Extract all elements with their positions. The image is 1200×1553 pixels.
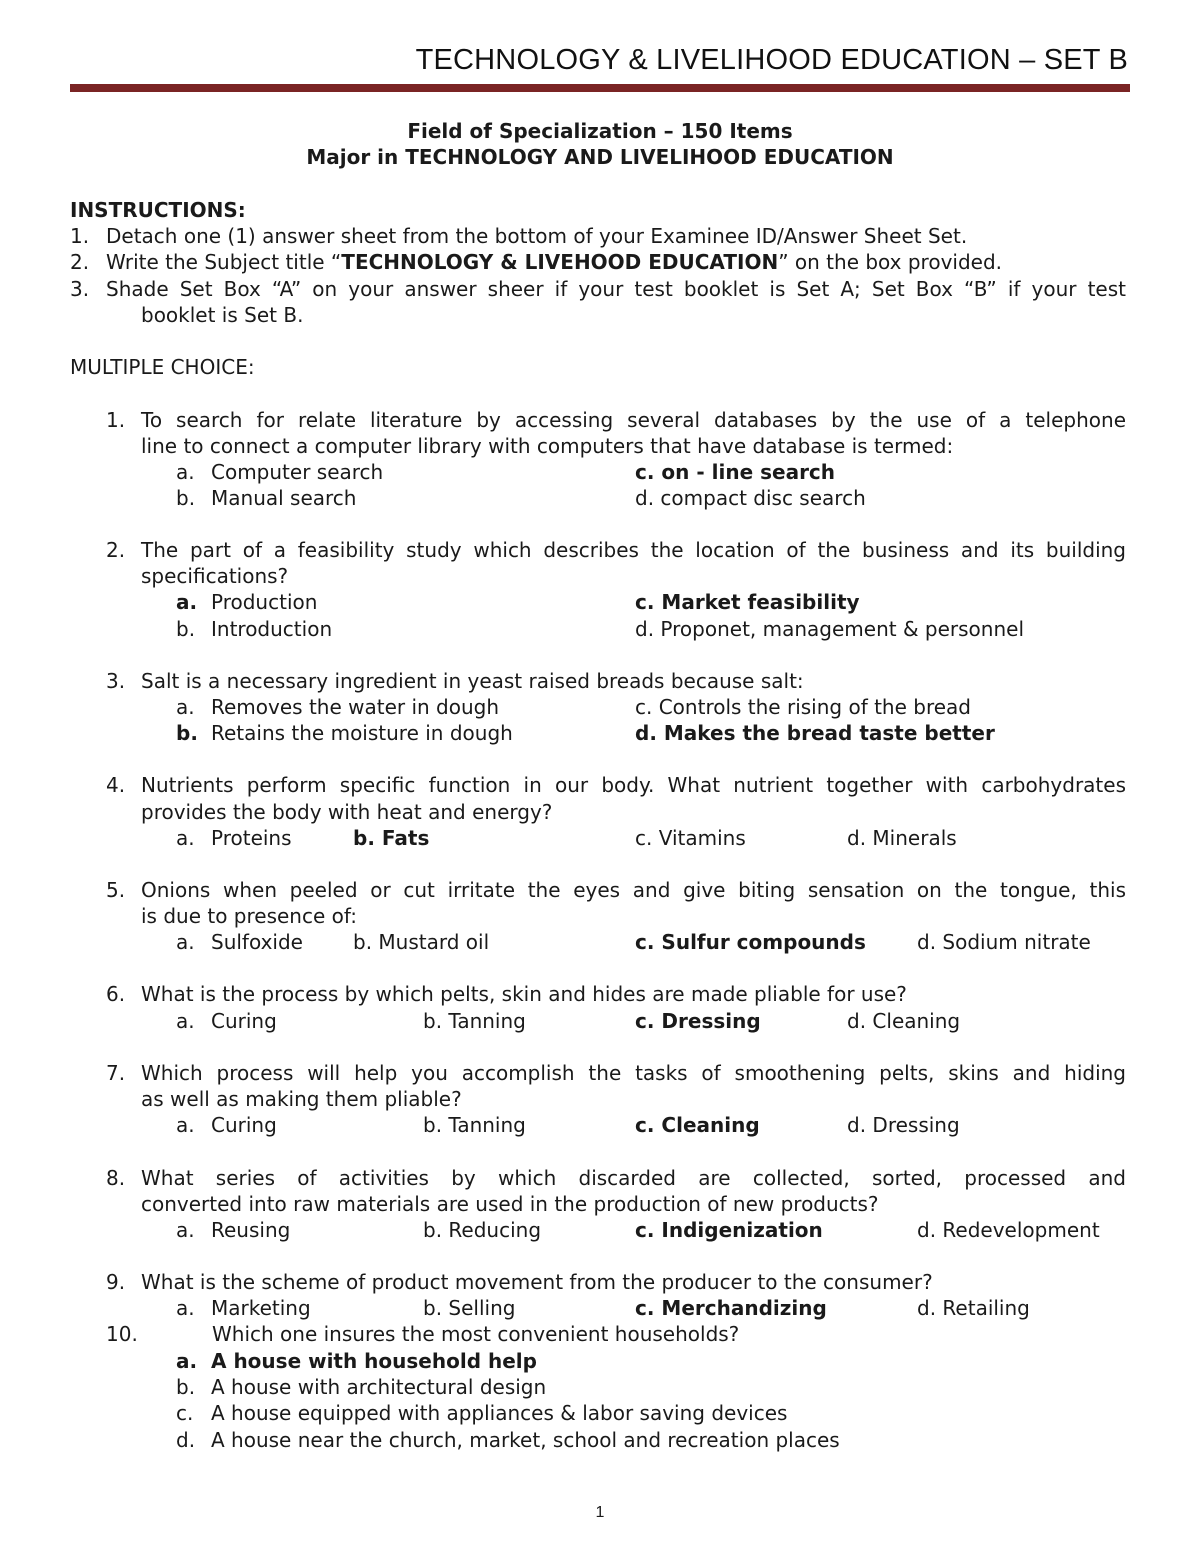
- question-number: 6.: [106, 982, 126, 1006]
- instruction-subject-title: TECHNOLOGY & LIVEHOOD EDUCATION: [341, 250, 779, 274]
- choice-letter: b.: [353, 826, 375, 850]
- choice-text: Production: [211, 590, 318, 614]
- question-text: The part of a feasibility study which describes the location of the business and its building: [141, 538, 1126, 562]
- choice-letter: d.: [917, 1218, 937, 1242]
- choice-answer: [635, 929, 866, 955]
- choice-letter: a.: [176, 826, 195, 850]
- choice-letter: c.: [635, 695, 653, 719]
- question-number: 4.: [106, 773, 126, 797]
- choice-text: Dressing: [661, 1009, 761, 1033]
- choice-letter: a.: [176, 460, 195, 484]
- choice-letter: b.: [423, 1218, 443, 1242]
- choice-text: Proponet, management & personnel: [660, 617, 1024, 641]
- question-text: What series of activities by which discarded are collected, sorted, processed and: [141, 1166, 1126, 1190]
- choice-text: Curing: [211, 1113, 277, 1137]
- choice-letter: b.: [176, 721, 198, 745]
- choice-text: Minerals: [872, 826, 957, 850]
- choice-letter: c.: [635, 1113, 655, 1137]
- question-number: 1.: [106, 408, 126, 432]
- choice-text: A house with architectural design: [211, 1375, 547, 1399]
- choice-text: Tanning: [448, 1009, 526, 1033]
- choice-text: Controls the rising of the bread: [658, 695, 972, 719]
- choice-letter: b.: [176, 486, 196, 510]
- choice-letter: a.: [176, 1296, 195, 1320]
- choice-letter: a.: [176, 695, 195, 719]
- choice-letter: c.: [635, 1296, 655, 1320]
- choice-answer: A house with household help: [211, 1349, 537, 1373]
- header-rule: [70, 84, 1130, 92]
- section-label: MULTIPLE CHOICE:: [70, 355, 255, 379]
- choice-text: Curing: [211, 1009, 277, 1033]
- choice-letter: d.: [176, 1428, 196, 1452]
- page-number: 1: [595, 1504, 605, 1521]
- choice-text: A house near the church, market, school and recreation places: [211, 1428, 840, 1452]
- choice-letter: b.: [176, 617, 196, 641]
- choice-answer: [353, 825, 429, 851]
- choice-letter: b.: [423, 1009, 443, 1033]
- question-text: Onions when peeled or cut irritate the eyes and give biting sensation on the tongue, this: [141, 878, 1126, 902]
- choice-letter: d.: [635, 486, 655, 510]
- question-number: 7.: [106, 1061, 126, 1085]
- question-number: 5.: [106, 878, 126, 902]
- question-text: converted into raw materials are used in the production of new products?: [141, 1192, 879, 1216]
- choice-text: Market feasibility: [661, 590, 860, 614]
- choice-text: Manual search: [211, 486, 357, 510]
- choice-letter: c.: [635, 826, 653, 850]
- choice-letter: d.: [917, 1296, 937, 1320]
- choice: [423, 1217, 541, 1243]
- choice-letter: d.: [847, 826, 867, 850]
- choice: [423, 1112, 526, 1138]
- choice-answer: [635, 1295, 827, 1321]
- choice-text: Indigenization: [661, 1218, 823, 1242]
- choice-answer: [635, 589, 860, 615]
- page-header-title: TECHNOLOGY & LIVELIHOOD EDUCATION – SET B: [415, 44, 1128, 76]
- choice: [423, 1295, 515, 1321]
- choice-text: Selling: [448, 1296, 516, 1320]
- choice-text: Retailing: [942, 1296, 1030, 1320]
- question-number: 2.: [106, 538, 126, 562]
- choice-letter: c.: [635, 1218, 655, 1242]
- choice-answer: [635, 1008, 761, 1034]
- instruction-number: 2.: [70, 250, 90, 274]
- choice-text: Introduction: [211, 617, 333, 641]
- choice-letter: c.: [635, 590, 655, 614]
- choice-text: Mustard oil: [378, 930, 490, 954]
- choice-answer: [635, 720, 995, 746]
- choice-text: Reducing: [448, 1218, 542, 1242]
- instruction-number: 3.: [70, 277, 90, 301]
- question-text: What is the scheme of product movement from the producer to the consumer?: [141, 1270, 933, 1294]
- subtitle-major: Major in TECHNOLOGY AND LIVELIHOOD EDUCATION: [306, 145, 894, 169]
- choice: [917, 1217, 1100, 1243]
- question-text: line to connect a computer library with computers that have database is termed:: [141, 434, 954, 458]
- choice-letter: d.: [917, 930, 937, 954]
- choice: [847, 1008, 960, 1034]
- choice-letter: d.: [635, 721, 657, 745]
- choice-letter: b.: [423, 1296, 443, 1320]
- question-number: 9.: [106, 1270, 126, 1294]
- question-number: 8.: [106, 1166, 126, 1190]
- choice: [917, 929, 1091, 955]
- choice: [635, 616, 1024, 642]
- choice-text: Tanning: [448, 1113, 526, 1137]
- choice-answer: [635, 459, 835, 485]
- question-text: Salt is a necessary ingredient in yeast raised breads because salt:: [141, 669, 804, 693]
- instruction-number: 1.: [70, 224, 90, 248]
- choice-letter: b.: [353, 930, 373, 954]
- choice-text: Removes the water in dough: [211, 695, 500, 719]
- choice: [635, 485, 866, 511]
- choice-text: Sodium nitrate: [942, 930, 1091, 954]
- choice: [353, 929, 489, 955]
- question-text: To search for relate literature by accessing several databases by the use of a telephone: [141, 408, 1126, 432]
- choice-text: Cleaning: [872, 1009, 961, 1033]
- choice-letter: b.: [176, 1375, 196, 1399]
- choice-text: Reusing: [211, 1218, 291, 1242]
- choice-text: Sulfur compounds: [661, 930, 866, 954]
- subtitle-field: Field of Specialization – 150 Items: [407, 119, 793, 143]
- question-text: is due to presence of:: [141, 904, 357, 928]
- choice-answer: [635, 1112, 760, 1138]
- choice-letter: b.: [423, 1113, 443, 1137]
- choice-text: Dressing: [872, 1113, 960, 1137]
- choice-letter: a.: [176, 1113, 195, 1137]
- instruction-text: Shade Set Box “A” on your answer sheer if your test booklet is Set A; Set Box “B” if your test: [106, 277, 1126, 301]
- question-number: 3.: [106, 669, 126, 693]
- choice-letter: a.: [176, 930, 195, 954]
- instruction-text: booklet is Set B.: [141, 303, 304, 327]
- choice-letter: d.: [635, 617, 655, 641]
- choice-text: Sulfoxide: [211, 930, 303, 954]
- instruction-text-pre: Write the Subject title “: [106, 250, 342, 274]
- choice-letter: a.: [176, 1218, 195, 1242]
- choice-text: Cleaning: [661, 1113, 760, 1137]
- choice-letter: d.: [847, 1009, 867, 1033]
- choice-letter: c.: [635, 930, 655, 954]
- choice-text: Retains the moisture in dough: [211, 721, 513, 745]
- question-text: Nutrients perform specific function in our body. What nutrient together with carbohydrates: [141, 773, 1126, 797]
- choice-answer: [635, 1217, 823, 1243]
- choice: [917, 1295, 1030, 1321]
- question-text: Which process will help you accomplish the tasks of smoothening pelts, skins and hiding: [141, 1061, 1126, 1085]
- choice-letter: c.: [635, 460, 655, 484]
- choice-text: Marketing: [211, 1296, 311, 1320]
- choice: [847, 1112, 960, 1138]
- instruction-text-post: ” on the box provided.: [778, 250, 1003, 274]
- choice-text: Computer search: [211, 460, 384, 484]
- question-text: as well as making them pliable?: [141, 1087, 462, 1111]
- choice-text: Fats: [381, 826, 430, 850]
- instruction-text: [106, 249, 1002, 275]
- choice: [635, 694, 971, 720]
- choice: [423, 1008, 526, 1034]
- choice-text: compact disc search: [660, 486, 866, 510]
- choice-letter: a.: [176, 1349, 198, 1373]
- choice: [847, 825, 957, 851]
- instruction-text: Detach one (1) answer sheet from the bottom of your Examinee ID/Answer Sheet Set.: [106, 224, 968, 248]
- choice-letter: d.: [847, 1113, 867, 1137]
- choice-letter: a.: [176, 1009, 195, 1033]
- question-text: provides the body with heat and energy?: [141, 800, 553, 824]
- question-text: Which one insures the most convenient households?: [212, 1322, 740, 1346]
- choice-text: Vitamins: [658, 826, 746, 850]
- choice-text: Makes the bread taste better: [663, 721, 995, 745]
- choice-text: Redevelopment: [942, 1218, 1100, 1242]
- choice-text: Merchandizing: [661, 1296, 827, 1320]
- instructions-heading: INSTRUCTIONS:: [70, 198, 246, 222]
- choice-letter: c.: [635, 1009, 655, 1033]
- choice-text: Proteins: [211, 826, 292, 850]
- choice-letter: c.: [176, 1401, 194, 1425]
- choice-text: on - line search: [661, 460, 836, 484]
- question-number: 10.: [106, 1322, 138, 1346]
- question-text: What is the process by which pelts, skin and hides are made pliable for use?: [141, 982, 907, 1006]
- choice-letter: a.: [176, 590, 198, 614]
- choice: [635, 825, 746, 851]
- choice-text: A house equipped with appliances & labor saving devices: [211, 1401, 788, 1425]
- question-text: specifications?: [141, 564, 289, 588]
